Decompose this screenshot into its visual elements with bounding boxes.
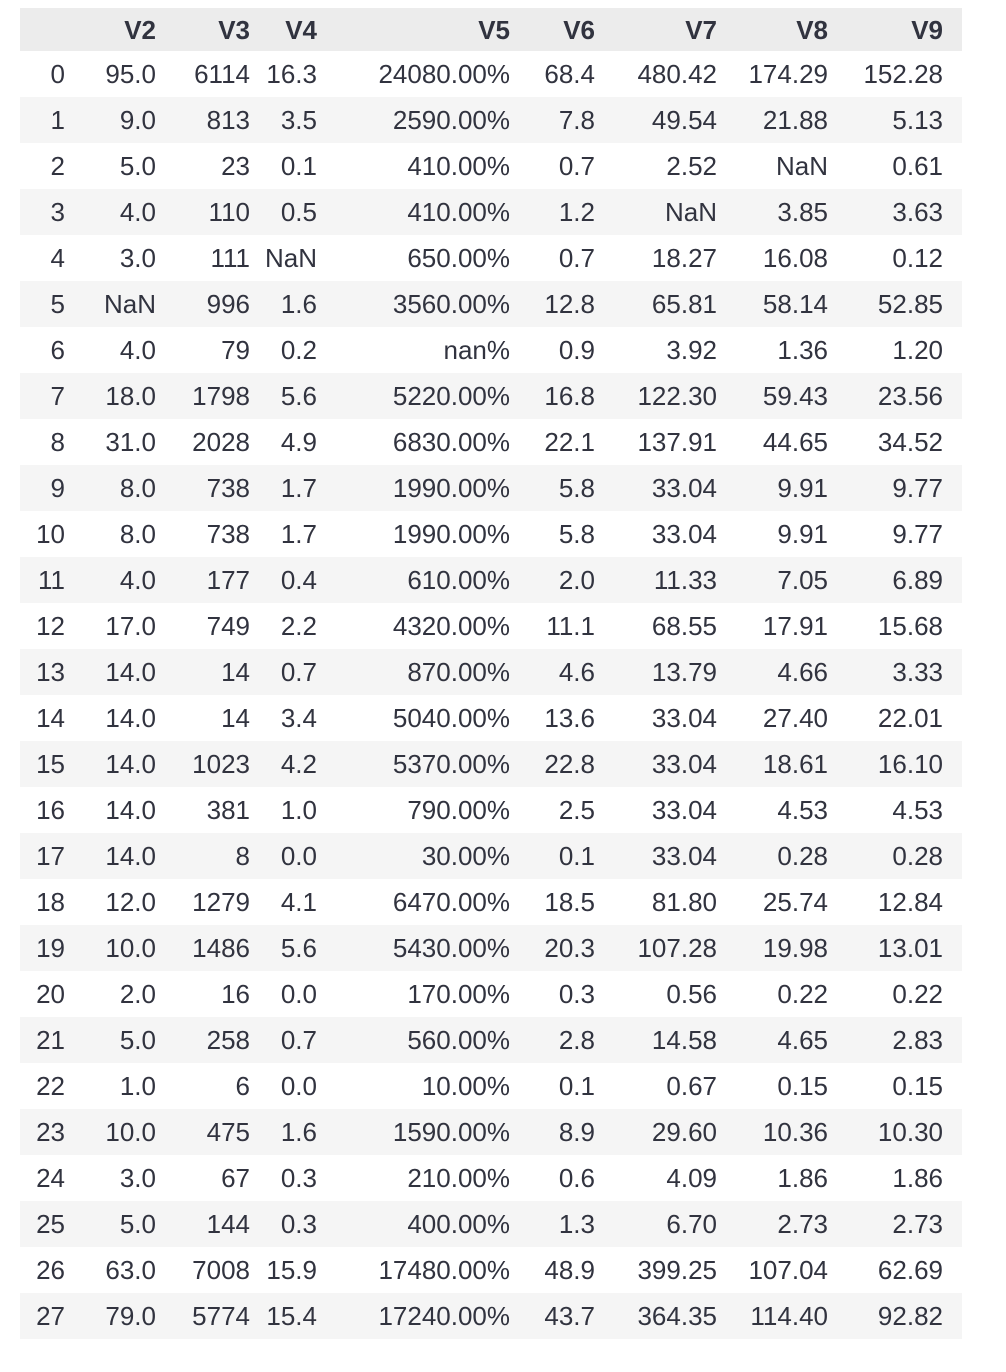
table-cell: 144: [156, 1201, 250, 1247]
table-cell: 1.0: [280, 795, 317, 825]
table-cell: 65.81: [595, 281, 717, 327]
table-cell: 4.1: [280, 887, 317, 917]
table-cell: 1.7: [250, 465, 317, 511]
table-cell: 1798: [156, 373, 250, 419]
table-cell: 9.91: [717, 465, 828, 511]
table-cell: 0.28: [828, 833, 962, 879]
table-cell: 16: [221, 979, 250, 1009]
table-cell: 10.00%: [421, 1071, 510, 1101]
table-cell: 0.3: [250, 1201, 317, 1247]
table-cell: 30.00%: [317, 833, 510, 879]
table-cell: 2.73: [717, 1201, 828, 1247]
row-index: 20: [36, 979, 65, 1009]
table-cell: 410.00%: [317, 189, 510, 235]
table-cell: 5.0: [119, 151, 156, 181]
table-row: [20, 649, 962, 695]
table-cell: 381: [206, 795, 250, 825]
table-cell: 15.9: [266, 1255, 317, 1285]
table-cell: 475: [156, 1109, 250, 1155]
table-cell: 1590.00%: [317, 1109, 510, 1155]
table-cell: 4.0: [119, 335, 156, 365]
table-row: [20, 1247, 962, 1293]
table-cell: 3.85: [717, 189, 828, 235]
column-header-v7: V7: [595, 8, 717, 51]
table-cell: 0.56: [666, 979, 717, 1009]
table-cell: 23.56: [828, 373, 962, 419]
table-row: [20, 971, 962, 1017]
table-cell: 3.5: [250, 97, 317, 143]
table-cell: 996: [156, 281, 250, 327]
table-cell: 8.0: [119, 519, 156, 549]
table-cell: nan%: [443, 335, 510, 365]
table-cell: 0.6: [558, 1163, 595, 1193]
table-cell: 0.22: [892, 979, 943, 1009]
table-cell: 18.61: [717, 741, 828, 787]
table-cell: 410.00%: [407, 151, 510, 181]
table-row: [20, 281, 962, 327]
table-cell: 5.8: [558, 519, 595, 549]
row-index: 24: [36, 1163, 65, 1193]
table-cell: 14.58: [595, 1017, 717, 1063]
table-cell: 14.0: [65, 741, 156, 787]
table-cell: NaN: [65, 281, 156, 327]
row-index: 2: [50, 151, 65, 181]
table-cell: 79.0: [65, 1293, 156, 1339]
table-row: [20, 235, 962, 281]
table-cell: 560.00%: [317, 1017, 510, 1063]
table-cell: 10.0: [65, 925, 156, 971]
table-cell: 170.00%: [407, 979, 510, 1009]
table-cell: 33.04: [595, 465, 717, 511]
table-row: [20, 787, 962, 833]
column-header-v5: V5: [317, 8, 510, 51]
column-header-v2: V2: [65, 8, 156, 51]
table-cell: 48.9: [544, 1255, 595, 1285]
table-cell: NaN: [264, 243, 317, 273]
table-cell: 67: [221, 1163, 250, 1193]
table-cell: 17480.00%: [378, 1255, 510, 1285]
table-cell: 5430.00%: [317, 925, 510, 971]
table-cell: 3.92: [666, 335, 717, 365]
row-index: 13: [20, 649, 65, 695]
table-cell: 5.8: [510, 465, 595, 511]
column-header-v4: V4: [250, 8, 317, 51]
table-cell: 1279: [192, 887, 250, 917]
column-header-v8: V8: [717, 8, 828, 51]
table-cell: 210.00%: [407, 1163, 510, 1193]
table-cell: 13.6: [544, 703, 595, 733]
table-cell: 16.3: [266, 59, 317, 89]
table-cell: 58.14: [717, 281, 828, 327]
table-cell: 1.6: [250, 1109, 317, 1155]
table-cell: 11.33: [595, 557, 717, 603]
table-cell: 29.60: [595, 1109, 717, 1155]
table-cell: 13.01: [828, 925, 962, 971]
table-row: [20, 879, 962, 925]
table-cell: 364.35: [595, 1293, 717, 1339]
table-cell: 2.73: [828, 1201, 962, 1247]
dataframe-table: [20, 8, 962, 1339]
table-cell: 2.83: [828, 1017, 962, 1063]
table-cell: 6470.00%: [392, 887, 510, 917]
table-cell: 23: [221, 151, 250, 181]
table-row: [20, 925, 962, 971]
table-cell: 0.22: [777, 979, 828, 1009]
table-row: [20, 603, 962, 649]
table-cell: 0.7: [250, 1017, 317, 1063]
table-cell: 22.8: [510, 741, 595, 787]
table-cell: 650.00%: [407, 243, 510, 273]
table-cell: 16.08: [762, 243, 828, 273]
row-index: 15: [20, 741, 65, 787]
table-cell: 95.0: [105, 59, 156, 89]
table-cell: 749: [206, 611, 250, 641]
table-cell: 6114: [194, 59, 250, 89]
table-cell: 6: [235, 1071, 250, 1101]
table-cell: 3.63: [828, 189, 962, 235]
row-index: 3: [20, 189, 65, 235]
table-cell: 4.9: [280, 427, 317, 457]
row-index: 4: [50, 243, 65, 273]
table-row: [20, 419, 962, 465]
table-cell: 790.00%: [407, 795, 510, 825]
row-index: 6: [50, 335, 65, 365]
table-cell: 16.8: [510, 373, 595, 419]
row-index: 9: [20, 465, 65, 511]
column-header-v3: V3: [156, 8, 250, 51]
table-cell: 14.0: [65, 649, 156, 695]
table-cell: 2028: [192, 427, 250, 457]
table-cell: 92.82: [828, 1293, 962, 1339]
table-cell: 5220.00%: [317, 373, 510, 419]
table-cell: 3.0: [119, 1163, 156, 1193]
row-index: 10: [36, 519, 65, 549]
table-cell: 399.25: [637, 1255, 717, 1285]
table-cell: 9.0: [65, 97, 156, 143]
table-cell: 52.85: [828, 281, 962, 327]
table-cell: 62.69: [877, 1255, 943, 1285]
table-cell: 114.40: [717, 1293, 828, 1339]
table-cell: 4.0: [65, 557, 156, 603]
table-row: [20, 97, 962, 143]
row-index: 1: [20, 97, 65, 143]
table-cell: 738: [206, 519, 250, 549]
table-cell: 1990.00%: [317, 465, 510, 511]
table-row: [20, 557, 962, 603]
table-cell: 21.88: [717, 97, 828, 143]
table-cell: 2.5: [558, 795, 595, 825]
table-cell: 0.3: [558, 979, 595, 1009]
table-cell: 5.13: [828, 97, 962, 143]
table-row: [20, 695, 962, 741]
table-cell: 22.1: [544, 427, 595, 457]
table-body: [20, 51, 962, 1339]
table-cell: 59.43: [717, 373, 828, 419]
table-cell: 4.0: [65, 189, 156, 235]
table-cell: 68.55: [651, 611, 717, 641]
table-cell: 79: [221, 335, 250, 365]
table-row: [20, 189, 962, 235]
table-cell: 152.28: [863, 59, 943, 89]
table-cell: 400.00%: [317, 1201, 510, 1247]
table-cell: 18.5: [544, 887, 595, 917]
table-cell: 813: [156, 97, 250, 143]
row-index: 27: [20, 1293, 65, 1339]
table-row: [20, 741, 962, 787]
table-cell: 33.04: [651, 795, 717, 825]
table-cell: 6830.00%: [392, 427, 510, 457]
table-cell: 0.1: [558, 1071, 595, 1101]
row-index: 25: [20, 1201, 65, 1247]
table-cell: 63.0: [105, 1255, 156, 1285]
table-cell: 14: [156, 649, 250, 695]
table-cell: 0.28: [717, 833, 828, 879]
row-index: 18: [36, 887, 65, 917]
table-cell: 480.42: [637, 59, 717, 89]
table-cell: 33.04: [651, 519, 717, 549]
table-cell: 19.98: [717, 925, 828, 971]
table-cell: 0.2: [280, 335, 317, 365]
table-cell: 1.20: [892, 335, 943, 365]
table-cell: 0.7: [250, 649, 317, 695]
table-cell: 10.36: [717, 1109, 828, 1155]
table-cell: 17240.00%: [317, 1293, 510, 1339]
row-index: 22: [36, 1071, 65, 1101]
table-cell: 7.05: [717, 557, 828, 603]
table-cell: 4320.00%: [392, 611, 510, 641]
table-cell: 8: [156, 833, 250, 879]
table-cell: 33.04: [595, 833, 717, 879]
table-cell: 1.0: [119, 1071, 156, 1101]
row-index: 21: [20, 1017, 65, 1063]
table-cell: 122.30: [595, 373, 717, 419]
table-cell: 3.4: [280, 703, 317, 733]
table-cell: 5.0: [65, 1017, 156, 1063]
table-cell: 0.0: [250, 833, 317, 879]
table-cell: 14: [221, 703, 250, 733]
table-cell: 9.77: [828, 465, 962, 511]
table-cell: 24080.00%: [378, 59, 510, 89]
table-cell: 1.7: [280, 519, 317, 549]
table-cell: 12.84: [877, 887, 943, 917]
table-cell: 17.0: [105, 611, 156, 641]
table-cell: 2.0: [119, 979, 156, 1009]
table-cell: 3.33: [828, 649, 962, 695]
table-cell: 68.4: [544, 59, 595, 89]
table-cell: 0.15: [777, 1071, 828, 1101]
table-cell: 1.86: [777, 1163, 828, 1193]
table-row: [20, 1293, 962, 1339]
table-cell: 0.61: [892, 151, 943, 181]
table-cell: 258: [156, 1017, 250, 1063]
table-cell: 4.53: [777, 795, 828, 825]
table-cell: 107.28: [595, 925, 717, 971]
table-row: [20, 1201, 962, 1247]
table-cell: 14.0: [65, 833, 156, 879]
table-cell: 2590.00%: [317, 97, 510, 143]
table-row: [20, 373, 962, 419]
table-cell: 0.67: [666, 1071, 717, 1101]
table-cell: 81.80: [651, 887, 717, 917]
table-cell: 1486: [156, 925, 250, 971]
table-cell: 15.68: [877, 611, 943, 641]
row-index: 17: [20, 833, 65, 879]
table-cell: 0.0: [280, 979, 317, 1009]
dataframe-container: [20, 8, 962, 1339]
table-cell: 20.3: [510, 925, 595, 971]
table-cell: 44.65: [762, 427, 828, 457]
table-cell: 0.9: [558, 335, 595, 365]
table-cell: 0.7: [558, 243, 595, 273]
table-cell: 137.91: [637, 427, 717, 457]
table-cell: 110: [156, 189, 250, 235]
table-cell: 9.91: [777, 519, 828, 549]
table-cell: 17.91: [762, 611, 828, 641]
table-cell: 5.0: [65, 1201, 156, 1247]
table-cell: 2.0: [510, 557, 595, 603]
table-cell: 1023: [156, 741, 250, 787]
row-index: 11: [20, 557, 65, 603]
table-cell: 6.89: [828, 557, 962, 603]
table-cell: 31.0: [105, 427, 156, 457]
table-cell: 107.04: [748, 1255, 828, 1285]
table-cell: 14.0: [105, 795, 156, 825]
table-cell: 4.66: [717, 649, 828, 695]
table-row: [20, 1109, 962, 1155]
table-cell: 5.6: [250, 373, 317, 419]
table-cell: 11.1: [546, 611, 595, 641]
table-row: [20, 51, 962, 97]
column-header-v6: V6: [510, 8, 595, 51]
table-cell: 738: [156, 465, 250, 511]
table-cell: 0.5: [250, 189, 317, 235]
table-cell: 0.1: [510, 833, 595, 879]
table-cell: 12.8: [510, 281, 595, 327]
row-index: 0: [50, 59, 65, 89]
row-index: 26: [36, 1255, 65, 1285]
table-cell: 12.0: [105, 887, 156, 917]
table-cell: 2.2: [280, 611, 317, 641]
table-cell: 1.3: [510, 1201, 595, 1247]
table-cell: 1990.00%: [392, 519, 510, 549]
row-index: 16: [36, 795, 65, 825]
table-cell: 16.10: [828, 741, 962, 787]
table-cell: 34.52: [877, 427, 943, 457]
row-index: 12: [36, 611, 65, 641]
table-cell: 33.04: [651, 703, 717, 733]
table-cell: 1.6: [250, 281, 317, 327]
table-cell: 49.54: [595, 97, 717, 143]
table-cell: 10.30: [828, 1109, 962, 1155]
table-row: [20, 143, 962, 189]
row-index: 8: [50, 427, 65, 457]
table-cell: 4.2: [250, 741, 317, 787]
table-cell: 174.29: [748, 59, 828, 89]
table-header: [20, 8, 962, 51]
table-cell: 8.0: [65, 465, 156, 511]
table-cell: 0.15: [892, 1071, 943, 1101]
table-row: [20, 833, 962, 879]
header-row: [20, 8, 962, 51]
table-cell: 4.53: [892, 795, 943, 825]
table-row: [20, 327, 962, 373]
table-cell: 870.00%: [317, 649, 510, 695]
table-cell: 0.4: [250, 557, 317, 603]
table-cell: 5040.00%: [392, 703, 510, 733]
table-cell: 5370.00%: [317, 741, 510, 787]
column-header-v9: V9: [828, 8, 962, 51]
table-cell: 610.00%: [317, 557, 510, 603]
table-cell: 15.4: [250, 1293, 317, 1339]
table-row: [20, 1017, 962, 1063]
table-cell: 7.8: [510, 97, 595, 143]
table-cell: 3560.00%: [317, 281, 510, 327]
table-cell: 2.8: [510, 1017, 595, 1063]
table-row: [20, 1063, 962, 1109]
table-cell: 18.0: [65, 373, 156, 419]
table-cell: NaN: [595, 189, 717, 235]
row-index: 7: [20, 373, 65, 419]
table-cell: 22.01: [877, 703, 943, 733]
table-cell: 6.70: [595, 1201, 717, 1247]
table-cell: 0.0: [280, 1071, 317, 1101]
table-cell: 0.1: [280, 151, 317, 181]
table-row: [20, 465, 962, 511]
row-index: 5: [20, 281, 65, 327]
row-index: 23: [20, 1109, 65, 1155]
table-cell: 2.52: [666, 151, 717, 181]
table-cell: 0.3: [280, 1163, 317, 1193]
table-cell: 177: [156, 557, 250, 603]
table-cell: 13.79: [595, 649, 717, 695]
table-cell: 4.6: [510, 649, 595, 695]
table-cell: 0.7: [558, 151, 595, 181]
table-cell: 1.86: [892, 1163, 943, 1193]
table-cell: 4.65: [717, 1017, 828, 1063]
table-row: [20, 511, 962, 557]
table-cell: 27.40: [762, 703, 828, 733]
table-cell: 1.2: [510, 189, 595, 235]
table-cell: 14.0: [105, 703, 156, 733]
table-cell: 33.04: [595, 741, 717, 787]
table-cell: 43.7: [510, 1293, 595, 1339]
table-cell: 8.9: [510, 1109, 595, 1155]
table-cell: NaN: [775, 151, 828, 181]
table-cell: 111: [210, 243, 250, 273]
table-cell: 25.74: [762, 887, 828, 917]
table-cell: 5.6: [250, 925, 317, 971]
table-cell: 3.0: [119, 243, 156, 273]
row-index: 14: [36, 703, 65, 733]
table-cell: 10.0: [65, 1109, 156, 1155]
index-column-header: [20, 8, 65, 51]
row-index: 19: [20, 925, 65, 971]
table-cell: 0.12: [892, 243, 943, 273]
table-cell: 9.77: [892, 519, 943, 549]
table-cell: 18.27: [651, 243, 717, 273]
table-cell: 4.09: [666, 1163, 717, 1193]
table-cell: 1.36: [777, 335, 828, 365]
table-cell: 7008: [192, 1255, 250, 1285]
table-cell: 5774: [156, 1293, 250, 1339]
table-row: [20, 1155, 962, 1201]
